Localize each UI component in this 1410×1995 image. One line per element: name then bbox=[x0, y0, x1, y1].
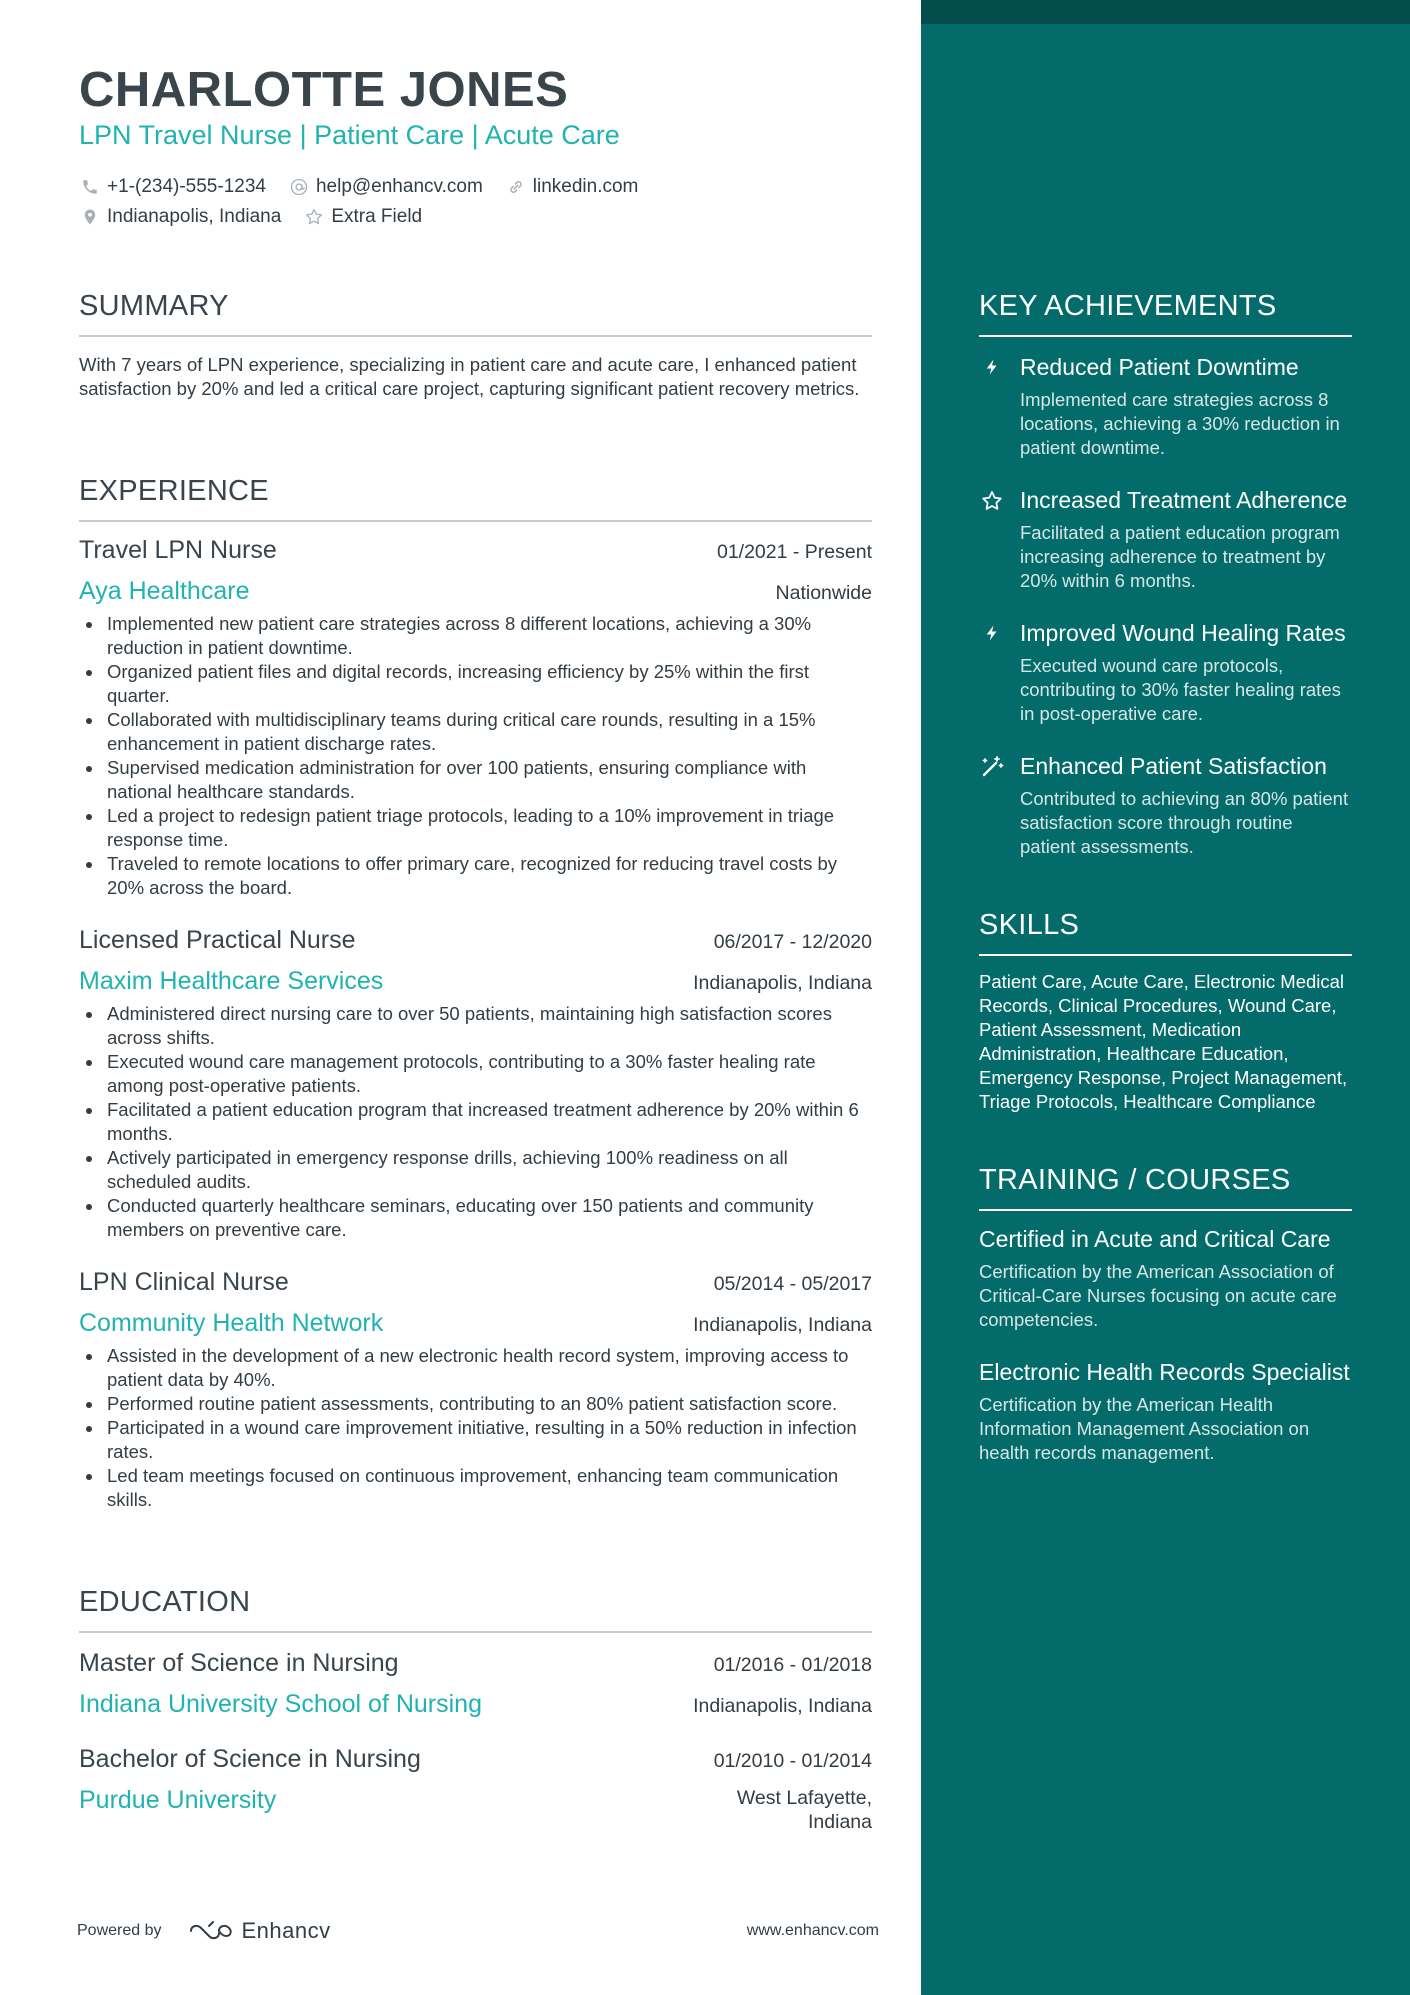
job-bullet: Collaborated with multidisciplinary teams during critical care rounds, resulting in a 15% enhancement in patient discharge rates. bbox=[79, 708, 872, 756]
job-bullet: Assisted in the development of a new electronic health record system, improving access to patient data by 40%. bbox=[79, 1344, 872, 1392]
course-desc: Certification by the American Health Information Management Association on health records management. bbox=[979, 1394, 1310, 1463]
course-title: Electronic Health Records Specialist bbox=[979, 1359, 1350, 1385]
skills-list: Patient Care, Acute Care, Electronic Medical Records, Clinical Procedures, Wound Care, Patient Assessment, Medication Administration, Healthcare Education, Emergency Response, Project Management, Triage Protocols, Healthcare Compliance bbox=[979, 971, 1348, 1112]
magic-wand-icon bbox=[979, 755, 1005, 781]
job-location: Indianapolis, Indiana bbox=[693, 1314, 872, 1336]
achievement-item bbox=[979, 619, 1352, 726]
achievements-section bbox=[979, 290, 1352, 859]
job-bullet: Supervised medication administration for over 100 patients, ensuring compliance with national healthcare standards. bbox=[79, 756, 872, 804]
job-bullet: Led team meetings focused on continuous improvement, enhancing team communication skills. bbox=[79, 1464, 872, 1512]
job-entry bbox=[79, 536, 872, 900]
section-divider bbox=[79, 335, 872, 337]
education-date: 01/2016 - 01/2018 bbox=[713, 1654, 872, 1676]
contact-extra bbox=[303, 206, 422, 228]
job-title: Licensed Practical Nurse bbox=[79, 926, 356, 954]
achievement-desc: Contributed to achieving an 80% patient satisfaction score through routine patient assessments. bbox=[1020, 788, 1349, 857]
job-bullet: Performed routine patient assessments, contributing to an 80% patient satisfaction score. bbox=[79, 1392, 872, 1416]
job-bullet: Traveled to remote locations to offer primary care, recognized for reducing travel costs by 20% across the board. bbox=[79, 852, 872, 900]
section-divider bbox=[79, 520, 872, 522]
job-bullet: Administered direct nursing care to over 50 patients, maintaining high satisfaction scores across shifts. bbox=[79, 1002, 872, 1050]
phone-text: +1-(234)-555-1234 bbox=[107, 176, 266, 197]
education-entry bbox=[79, 1649, 872, 1719]
school: Indiana University School of Nursing bbox=[79, 1690, 482, 1718]
linkedin-text: linkedin.com bbox=[532, 176, 639, 197]
achievements-title: KEY ACHIEVEMENTS bbox=[979, 290, 1277, 322]
contact-info bbox=[79, 172, 859, 232]
education-location-line: Indiana bbox=[808, 1811, 872, 1833]
job-bullet: Led a project to redesign patient triage protocols, leading to a 10% improvement in triage response time. bbox=[79, 804, 872, 852]
education-location: Indianapolis, Indiana bbox=[693, 1695, 872, 1717]
school: Purdue University bbox=[79, 1786, 277, 1814]
email-text: help@enhancv.com bbox=[315, 176, 483, 197]
job-company: Aya Healthcare bbox=[79, 577, 250, 605]
candidate-name: CHARLOTTE JONES bbox=[79, 63, 569, 117]
footer bbox=[77, 1918, 879, 1944]
footer-website[interactable]: www.enhancv.com bbox=[746, 1922, 879, 1939]
achievement-item bbox=[979, 752, 1352, 859]
phone-icon bbox=[79, 176, 101, 198]
enhancv-brand: Enhancv bbox=[241, 1918, 331, 1943]
job-company: Community Health Network bbox=[79, 1309, 384, 1337]
section-divider bbox=[979, 954, 1352, 956]
skills-section bbox=[979, 909, 1352, 1114]
lightning-bolt-icon bbox=[979, 356, 1005, 382]
location-pin-icon bbox=[79, 206, 101, 228]
extra-field-text: Extra Field bbox=[331, 206, 423, 227]
job-bullet: Executed wound care management protocols, contributing to a 30% faster healing rate among post-operative patients. bbox=[79, 1050, 872, 1098]
job-entry bbox=[79, 926, 872, 1242]
job-title: LPN Clinical Nurse bbox=[79, 1268, 289, 1296]
at-icon bbox=[288, 176, 310, 198]
job-date: 06/2017 - 12/2020 bbox=[713, 931, 872, 953]
section-divider bbox=[79, 1631, 872, 1633]
job-date: 01/2021 - Present bbox=[716, 541, 872, 563]
course-item bbox=[979, 1225, 1352, 1332]
course-desc: Certification by the American Association of Critical-Care Nurses focusing on acute care competencies. bbox=[979, 1261, 1337, 1330]
section-divider bbox=[979, 335, 1352, 337]
job-location: Indianapolis, Indiana bbox=[693, 972, 872, 994]
star-outline-icon bbox=[303, 206, 325, 228]
job-bullet: Participated in a wound care improvement initiative, resulting in a 50% reduction in infection rates. bbox=[79, 1416, 872, 1464]
education-section bbox=[79, 1586, 872, 1834]
achievement-title: Reduced Patient Downtime bbox=[1020, 354, 1299, 380]
experience-title: EXPERIENCE bbox=[79, 475, 269, 507]
achievement-desc: Implemented care strategies across 8 locations, achieving a 30% reduction in patient downtime. bbox=[1020, 389, 1340, 458]
job-bullet: Conducted quarterly healthcare seminars, educating over 150 patients and community members on preventive care. bbox=[79, 1194, 872, 1242]
sidebar-top-bar bbox=[921, 0, 1410, 24]
degree: Master of Science in Nursing bbox=[79, 1649, 399, 1677]
candidate-headline: LPN Travel Nurse | Patient Care | Acute Care bbox=[79, 120, 620, 150]
contact-linkedin[interactable] bbox=[505, 176, 639, 198]
achievement-title: Improved Wound Healing Rates bbox=[1020, 620, 1346, 646]
education-date: 01/2010 - 01/2014 bbox=[713, 1750, 872, 1772]
enhancv-logo-icon bbox=[188, 1919, 234, 1943]
training-section bbox=[979, 1164, 1352, 1465]
course-item bbox=[979, 1358, 1352, 1465]
powered-by bbox=[77, 1918, 331, 1944]
job-bullet: Implemented new patient care strategies across 8 different locations, achieving a 30% reduction in patient downtime. bbox=[79, 612, 872, 660]
job-entry bbox=[79, 1268, 872, 1512]
degree: Bachelor of Science in Nursing bbox=[79, 1745, 421, 1773]
enhancv-logo[interactable] bbox=[188, 1918, 331, 1944]
job-location: Nationwide bbox=[775, 582, 872, 604]
job-company: Maxim Healthcare Services bbox=[79, 967, 384, 995]
summary-text: With 7 years of LPN experience, specializing in patient care and acute care, I enhanced patient satisfaction by 20% and led a critical care project, capturing significant patient recovery metrics. bbox=[79, 354, 860, 399]
contact-phone[interactable] bbox=[79, 176, 266, 198]
location-text: Indianapolis, Indiana bbox=[107, 206, 282, 227]
education-location-line: West Lafayette, bbox=[736, 1787, 872, 1809]
education-entry bbox=[79, 1745, 872, 1834]
job-bullet: Actively participated in emergency response drills, achieving 100% readiness on all scheduled audits. bbox=[79, 1146, 872, 1194]
job-date: 05/2014 - 05/2017 bbox=[713, 1273, 872, 1295]
experience-section bbox=[79, 475, 872, 1512]
section-divider bbox=[979, 1209, 1352, 1211]
powered-by-label: Powered by bbox=[77, 1922, 162, 1939]
sidebar-content bbox=[979, 290, 1352, 1465]
contact-location bbox=[79, 206, 281, 228]
achievement-item bbox=[979, 353, 1352, 460]
job-title: Travel LPN Nurse bbox=[79, 536, 277, 564]
achievement-title: Enhanced Patient Satisfaction bbox=[1020, 753, 1327, 779]
job-bullet: Facilitated a patient education program that increased treatment adherence by 20% within 6 months. bbox=[79, 1098, 872, 1146]
job-bullets bbox=[79, 1344, 872, 1512]
link-icon bbox=[505, 176, 527, 198]
summary-section bbox=[79, 290, 872, 401]
sidebar bbox=[921, 0, 1410, 1995]
contact-email[interactable] bbox=[288, 176, 483, 198]
achievement-item bbox=[979, 486, 1352, 593]
achievement-desc: Executed wound care protocols, contributing to 30% faster healing rates in post-operative care. bbox=[1020, 655, 1341, 724]
course-title: Certified in Acute and Critical Care bbox=[979, 1226, 1331, 1252]
skills-title: SKILLS bbox=[979, 909, 1080, 941]
star-outline-icon bbox=[979, 489, 1005, 515]
education-location bbox=[737, 1786, 872, 1834]
lightning-bolt-icon bbox=[979, 622, 1005, 648]
job-bullets bbox=[79, 1002, 872, 1242]
achievement-title: Increased Treatment Adherence bbox=[1020, 487, 1348, 513]
job-bullets bbox=[79, 612, 872, 900]
job-bullet: Organized patient files and digital records, increasing efficiency by 25% within the first quarter. bbox=[79, 660, 872, 708]
summary-title: SUMMARY bbox=[79, 290, 229, 322]
training-title: TRAINING / COURSES bbox=[979, 1164, 1291, 1196]
education-title: EDUCATION bbox=[79, 1586, 251, 1618]
achievement-desc: Facilitated a patient education program increasing adherence to treatment by 20% within 6 months. bbox=[1020, 522, 1340, 591]
